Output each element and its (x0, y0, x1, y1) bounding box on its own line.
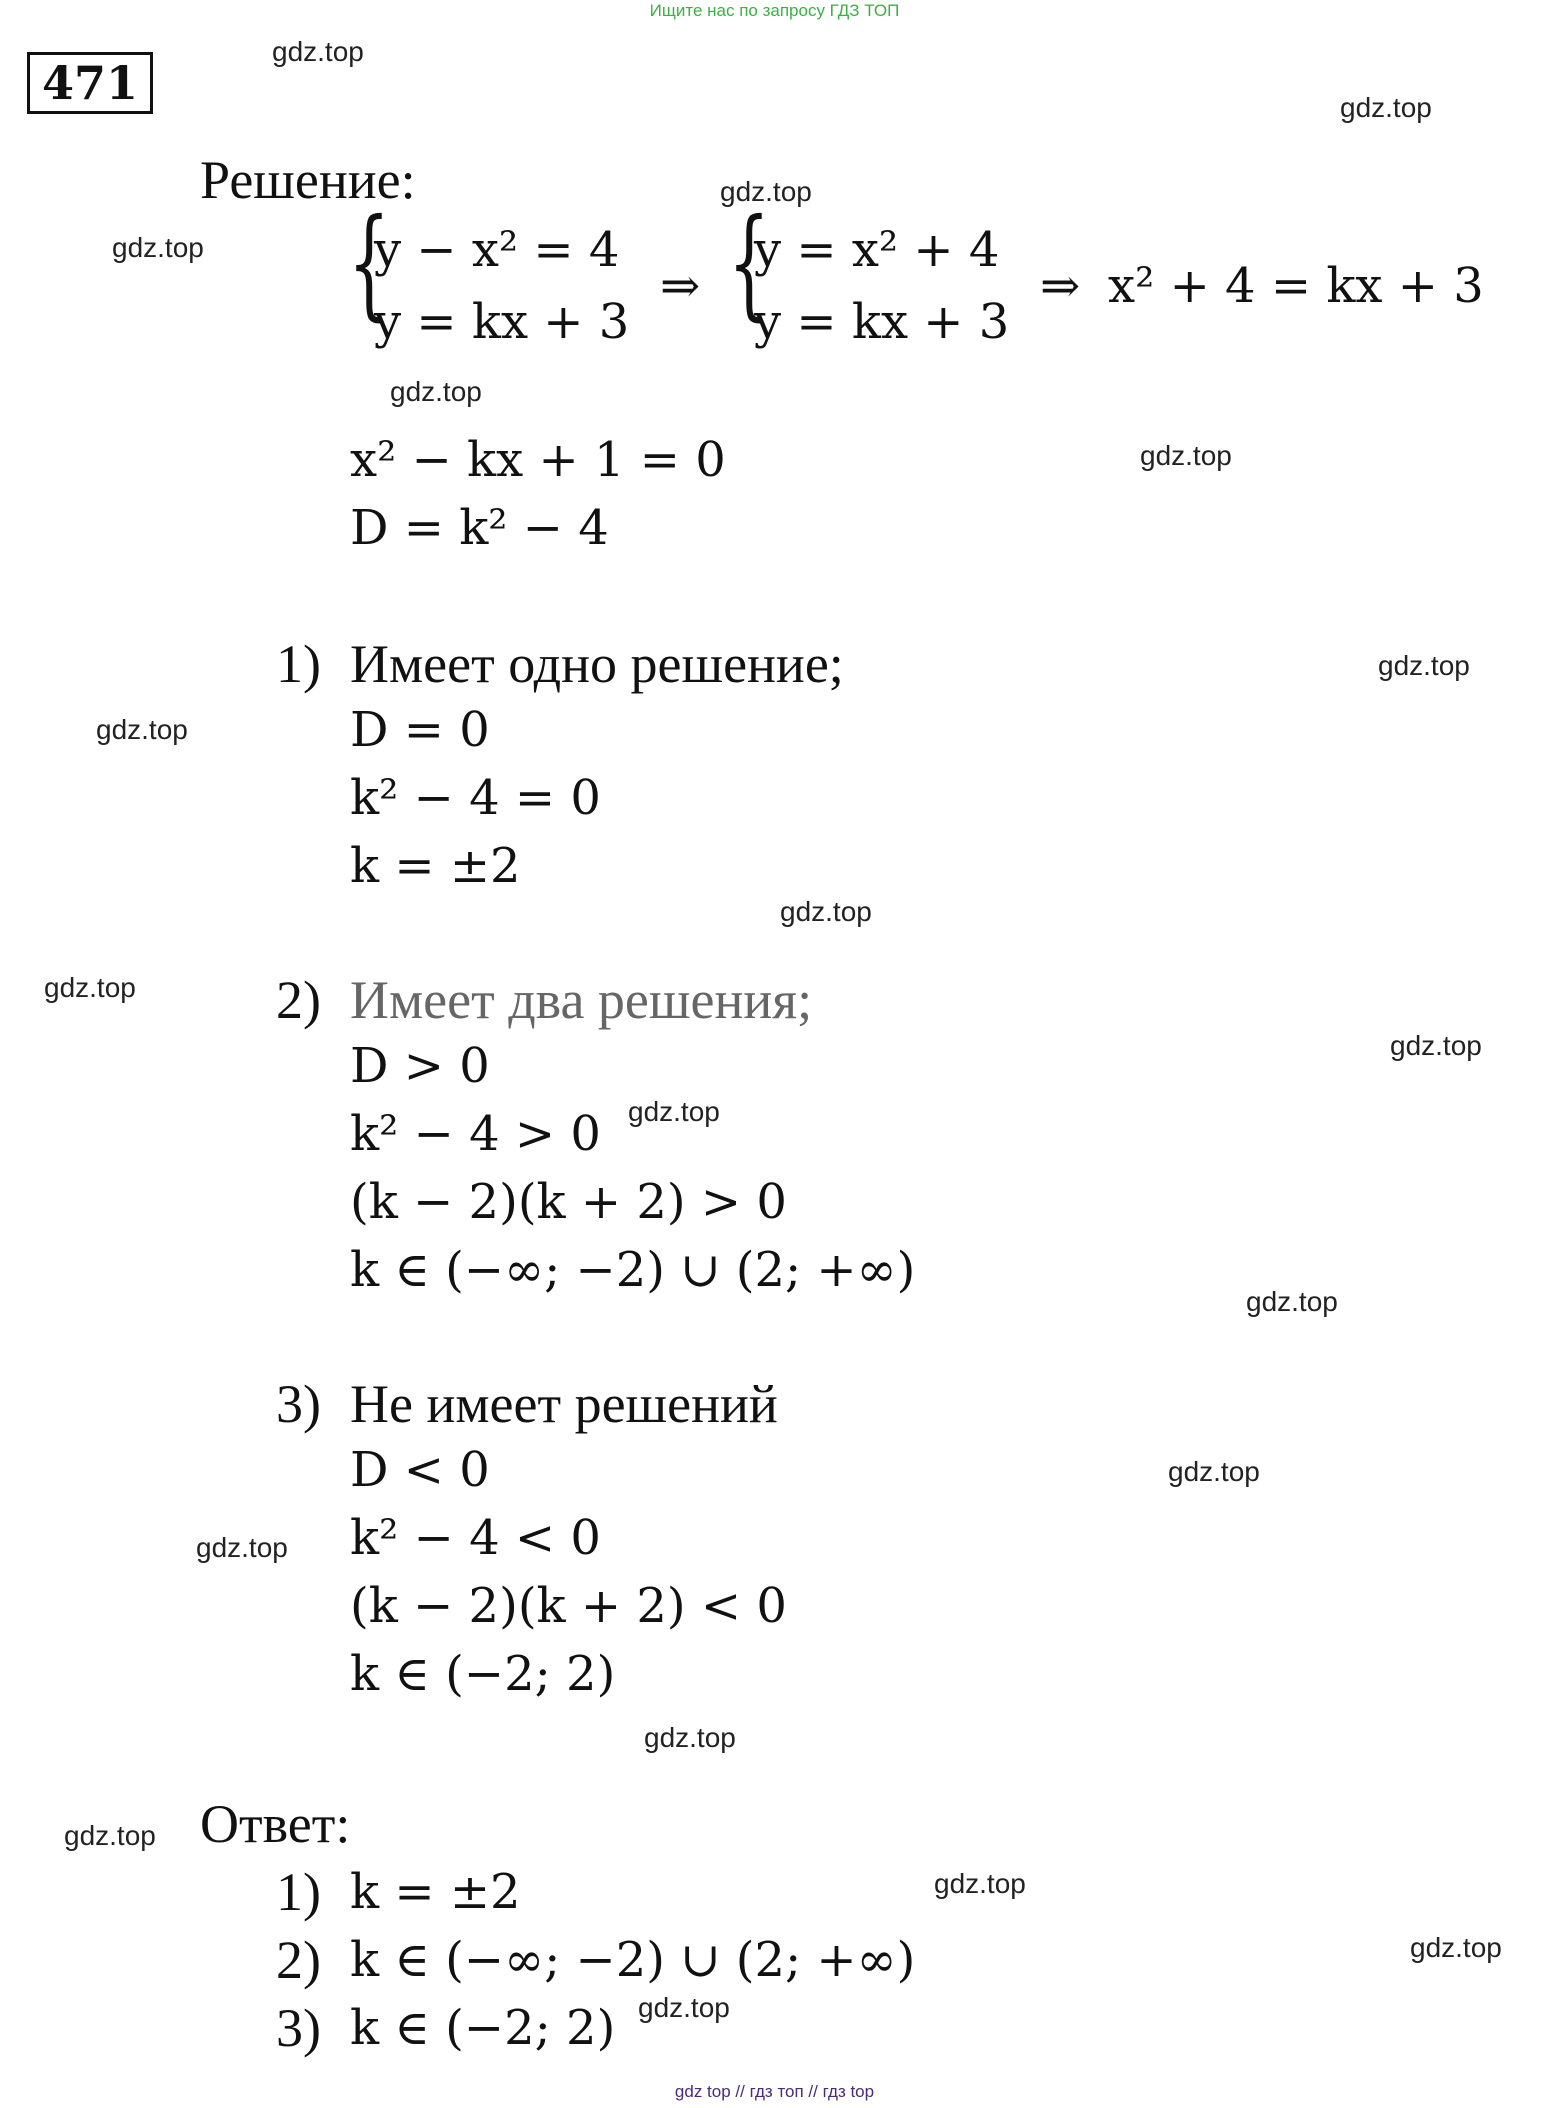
answer-1-value: k = ±2 (350, 1864, 521, 1920)
watermark: gdz.top (1410, 1932, 1502, 1963)
watermark: gdz.top (112, 232, 204, 263)
system2-line2: y = kx + 3 (754, 294, 1010, 350)
watermark: gdz.top (1168, 1456, 1260, 1487)
case-2-step-4: k ∈ (−∞; −2) ∪ (2; +∞) (350, 1242, 916, 1298)
answer-1-number: 1) (276, 1862, 321, 1922)
system2-line1: y = x² + 4 (754, 222, 1000, 278)
case-2-number: 2) (276, 970, 321, 1030)
footer: gdz top // гдз топ // гдз top (674, 2082, 875, 2101)
problem-number: 471 (27, 52, 153, 114)
system1-line2: y = kx + 3 (374, 294, 630, 350)
watermark: gdz.top (638, 1992, 730, 2023)
solution-heading: Решение: (200, 150, 416, 210)
watermark: gdz.top (1340, 92, 1432, 123)
case-3-step-4: k ∈ (−2; 2) (350, 1646, 616, 1702)
case-3-number: 3) (276, 1374, 321, 1434)
case-3-step-2: k² − 4 < 0 (350, 1510, 601, 1566)
watermark: gdz.top (64, 1820, 156, 1851)
answer-3-value: k ∈ (−2; 2) (350, 2000, 616, 2056)
watermark: gdz.top (96, 714, 188, 745)
watermark: gdz.top (628, 1096, 720, 1127)
case-2-step-3: (k − 2)(k + 2) > 0 (350, 1174, 787, 1230)
case-2-step-2: k² − 4 > 0 (350, 1106, 601, 1162)
answer-2-number: 2) (276, 1930, 321, 1990)
watermark: gdz.top (720, 176, 812, 207)
quadratic-equation: x² − kx + 1 = 0 (350, 432, 726, 488)
case-1-number: 1) (276, 634, 321, 694)
case-2-step-1: D > 0 (350, 1038, 490, 1094)
case-2-title: Имеет два решения; (350, 970, 813, 1030)
left-brace-2: { (728, 194, 770, 333)
watermark: gdz.top (780, 896, 872, 927)
case-3-step-3: (k − 2)(k + 2) < 0 (350, 1578, 787, 1634)
watermark: gdz.top (1378, 650, 1470, 681)
answer-2-value: k ∈ (−∞; −2) ∪ (2; +∞) (350, 1932, 916, 1988)
case-1-step-2: k² − 4 = 0 (350, 770, 601, 826)
watermark: gdz.top (196, 1532, 288, 1563)
watermark: gdz.top (1140, 440, 1232, 471)
implies-arrow-1: ⇒ (660, 258, 701, 314)
discriminant-formula: D = k² − 4 (350, 500, 609, 556)
case-3-step-1: D < 0 (350, 1442, 490, 1498)
case-1-step-3: k = ±2 (350, 838, 521, 894)
answer-3-number: 3) (276, 1998, 321, 2058)
case-3-title: Не имеет решений (350, 1374, 778, 1434)
watermark: gdz.top (1390, 1030, 1482, 1061)
case-1-title: Имеет одно решение; (350, 634, 844, 694)
implies-arrow-2: ⇒ (1040, 258, 1081, 314)
top-banner: Ищите нас по запросу ГДЗ ТОП (649, 1, 900, 20)
answer-heading: Ответ: (200, 1794, 351, 1854)
watermark: gdz.top (272, 36, 364, 67)
case-1-step-1: D = 0 (350, 702, 490, 758)
left-brace-1: { (348, 194, 390, 333)
watermark: gdz.top (44, 972, 136, 1003)
watermark: gdz.top (1246, 1286, 1338, 1317)
equation-combined: x² + 4 = kx + 3 (1108, 258, 1484, 314)
system1-line1: y − x² = 4 (374, 222, 620, 278)
watermark: gdz.top (390, 376, 482, 407)
watermark: gdz.top (644, 1722, 736, 1753)
watermark: gdz.top (934, 1868, 1026, 1899)
